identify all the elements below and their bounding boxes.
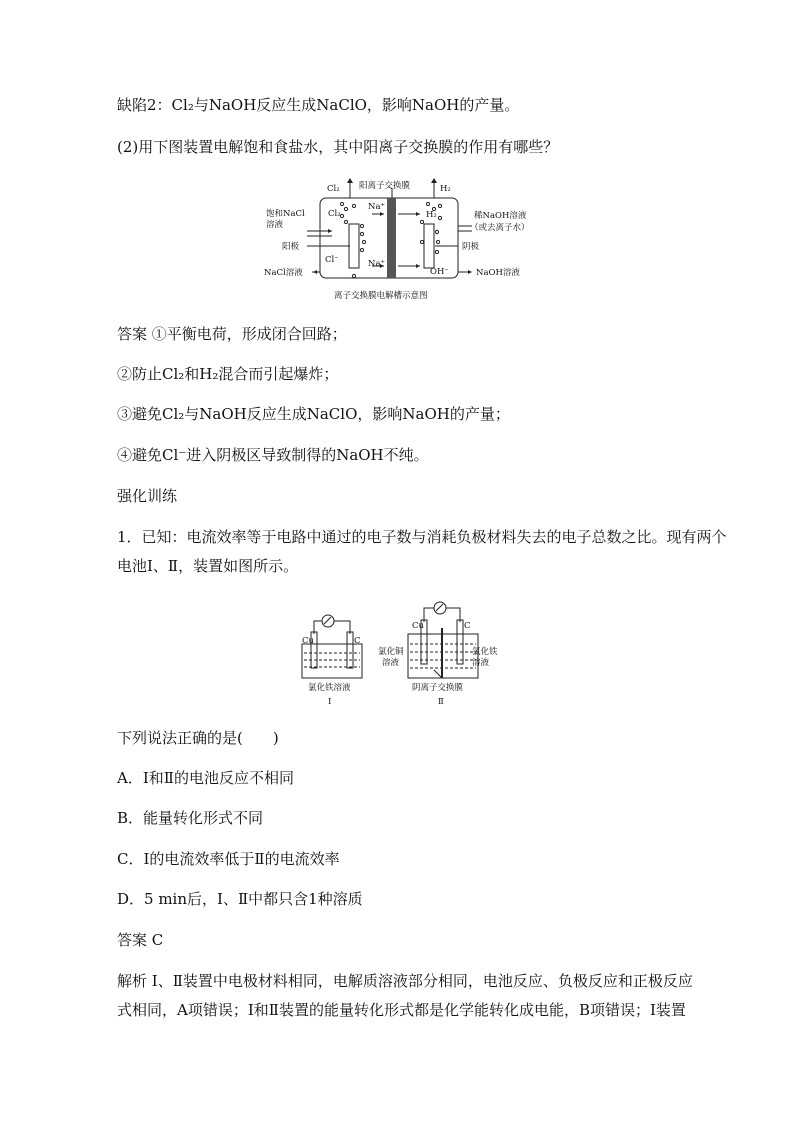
section-heading: 强化训练 [117,487,178,505]
question-2-text: (2)用下图装置电解饱和食盐水，其中阳离子交换膜的作用有哪些？ [117,138,559,156]
cu-label-1: Cu [302,636,314,646]
h2-inner-label: H₂ [426,210,437,220]
nacl-out-label: NaCl溶液 [264,268,303,278]
option-b: B．能量转化形式不同 [117,809,264,827]
cl2-top-label: Cl₂ [327,184,340,194]
electrode-c-2 [457,620,463,664]
answer-text: 答案 C [117,931,164,949]
answer-1-text: 答案 ①平衡电荷，形成闭合回路； [117,325,347,343]
cl-minus-label: Cl⁻ [325,255,339,265]
fecl3-solution-label: 氯化铁溶液 [308,683,351,693]
sat-nacl-label-2: 溶液 [266,220,284,230]
cl2-inner-label: Cl₂ [328,209,341,219]
option-a: A．Ⅰ和Ⅱ的电池反应不相同 [117,769,294,787]
anode-rod [349,224,359,268]
fecl3-label-2: 溶液 [472,658,490,668]
figure-1-caption: 离子交换膜电解槽示意图 [334,291,428,301]
option-d: D．5 min后，Ⅰ、Ⅱ中都只含1种溶质 [117,890,363,908]
problem-1-line-2: 电池Ⅰ、Ⅱ，装置如图所示。 [117,557,299,575]
naoh-out-label: NaOH溶液 [476,268,520,278]
question-stem: 下列说法正确的是( ) [117,729,279,747]
h2-top-label: H₂ [440,184,451,194]
meter-1 [322,615,334,627]
c-label-1: C [354,636,361,646]
meter-2 [434,602,446,614]
cucl2-label-1: 氯化铜 [378,647,404,657]
na-top-label: Na⁺ [368,202,385,212]
c-label-2: C [464,621,471,631]
fecl3-label-1: 氯化铁 [472,647,498,657]
explanation-line-1: 解析 Ⅰ、Ⅱ装置中电极材料相同，电解质溶液部分相同，电池反应、负极反应和正极反应 [117,972,693,990]
anode-label: 阳极 [282,242,300,252]
option-c: C．Ⅰ的电流效率低于Ⅱ的电流效率 [117,850,340,868]
cathode-label: 阴极 [462,242,480,252]
answer-3-text: ③避免Cl₂与NaOH反应生成NaClO，影响NaOH的产量； [117,405,510,423]
problem-1-line-1: 1．已知：电流效率等于电路中通过的电子数与消耗负极材料失去的电子总数之比。现有两个 [117,528,727,546]
cathode-rod [424,224,434,268]
cell-2-label: Ⅱ [438,697,444,707]
membrane-label: 阳离子交换膜 [359,181,411,191]
answer-2-text: ②防止Cl₂和H₂混合而引起爆炸； [117,365,339,383]
cu-label-2: Cu [412,621,424,631]
answer-4-text: ④避免Cl⁻进入阴极区导致制得的NaOH不纯。 [117,446,429,464]
cell-1-label: Ⅰ [328,697,332,707]
electrode-c-1 [347,632,353,668]
electrolysis-cell-figure [262,176,532,304]
battery-figure [300,598,500,708]
membrane [387,198,396,278]
na-bottom-label: Na⁺ [368,259,385,269]
defect-2-text: 缺陷2：Cl₂与NaOH反应生成NaClO，影响NaOH的产量。 [117,96,520,114]
anion-membrane-label: 阴离子交换膜 [412,683,464,693]
dilute-naoh-label-1: 稀NaOH溶液 [474,211,527,221]
cucl2-label-2: 溶液 [382,658,400,668]
sat-nacl-label-1: 饱和NaCl [266,209,305,219]
explanation-line-2: 式相同，A项错误；Ⅰ和Ⅱ装置的能量转化形式都是化学能转化成电能，B项错误；Ⅰ装置 [117,1001,686,1019]
oh-minus-label: OH⁻ [430,267,449,277]
dilute-naoh-label-2: （或去离子水） [470,223,530,233]
